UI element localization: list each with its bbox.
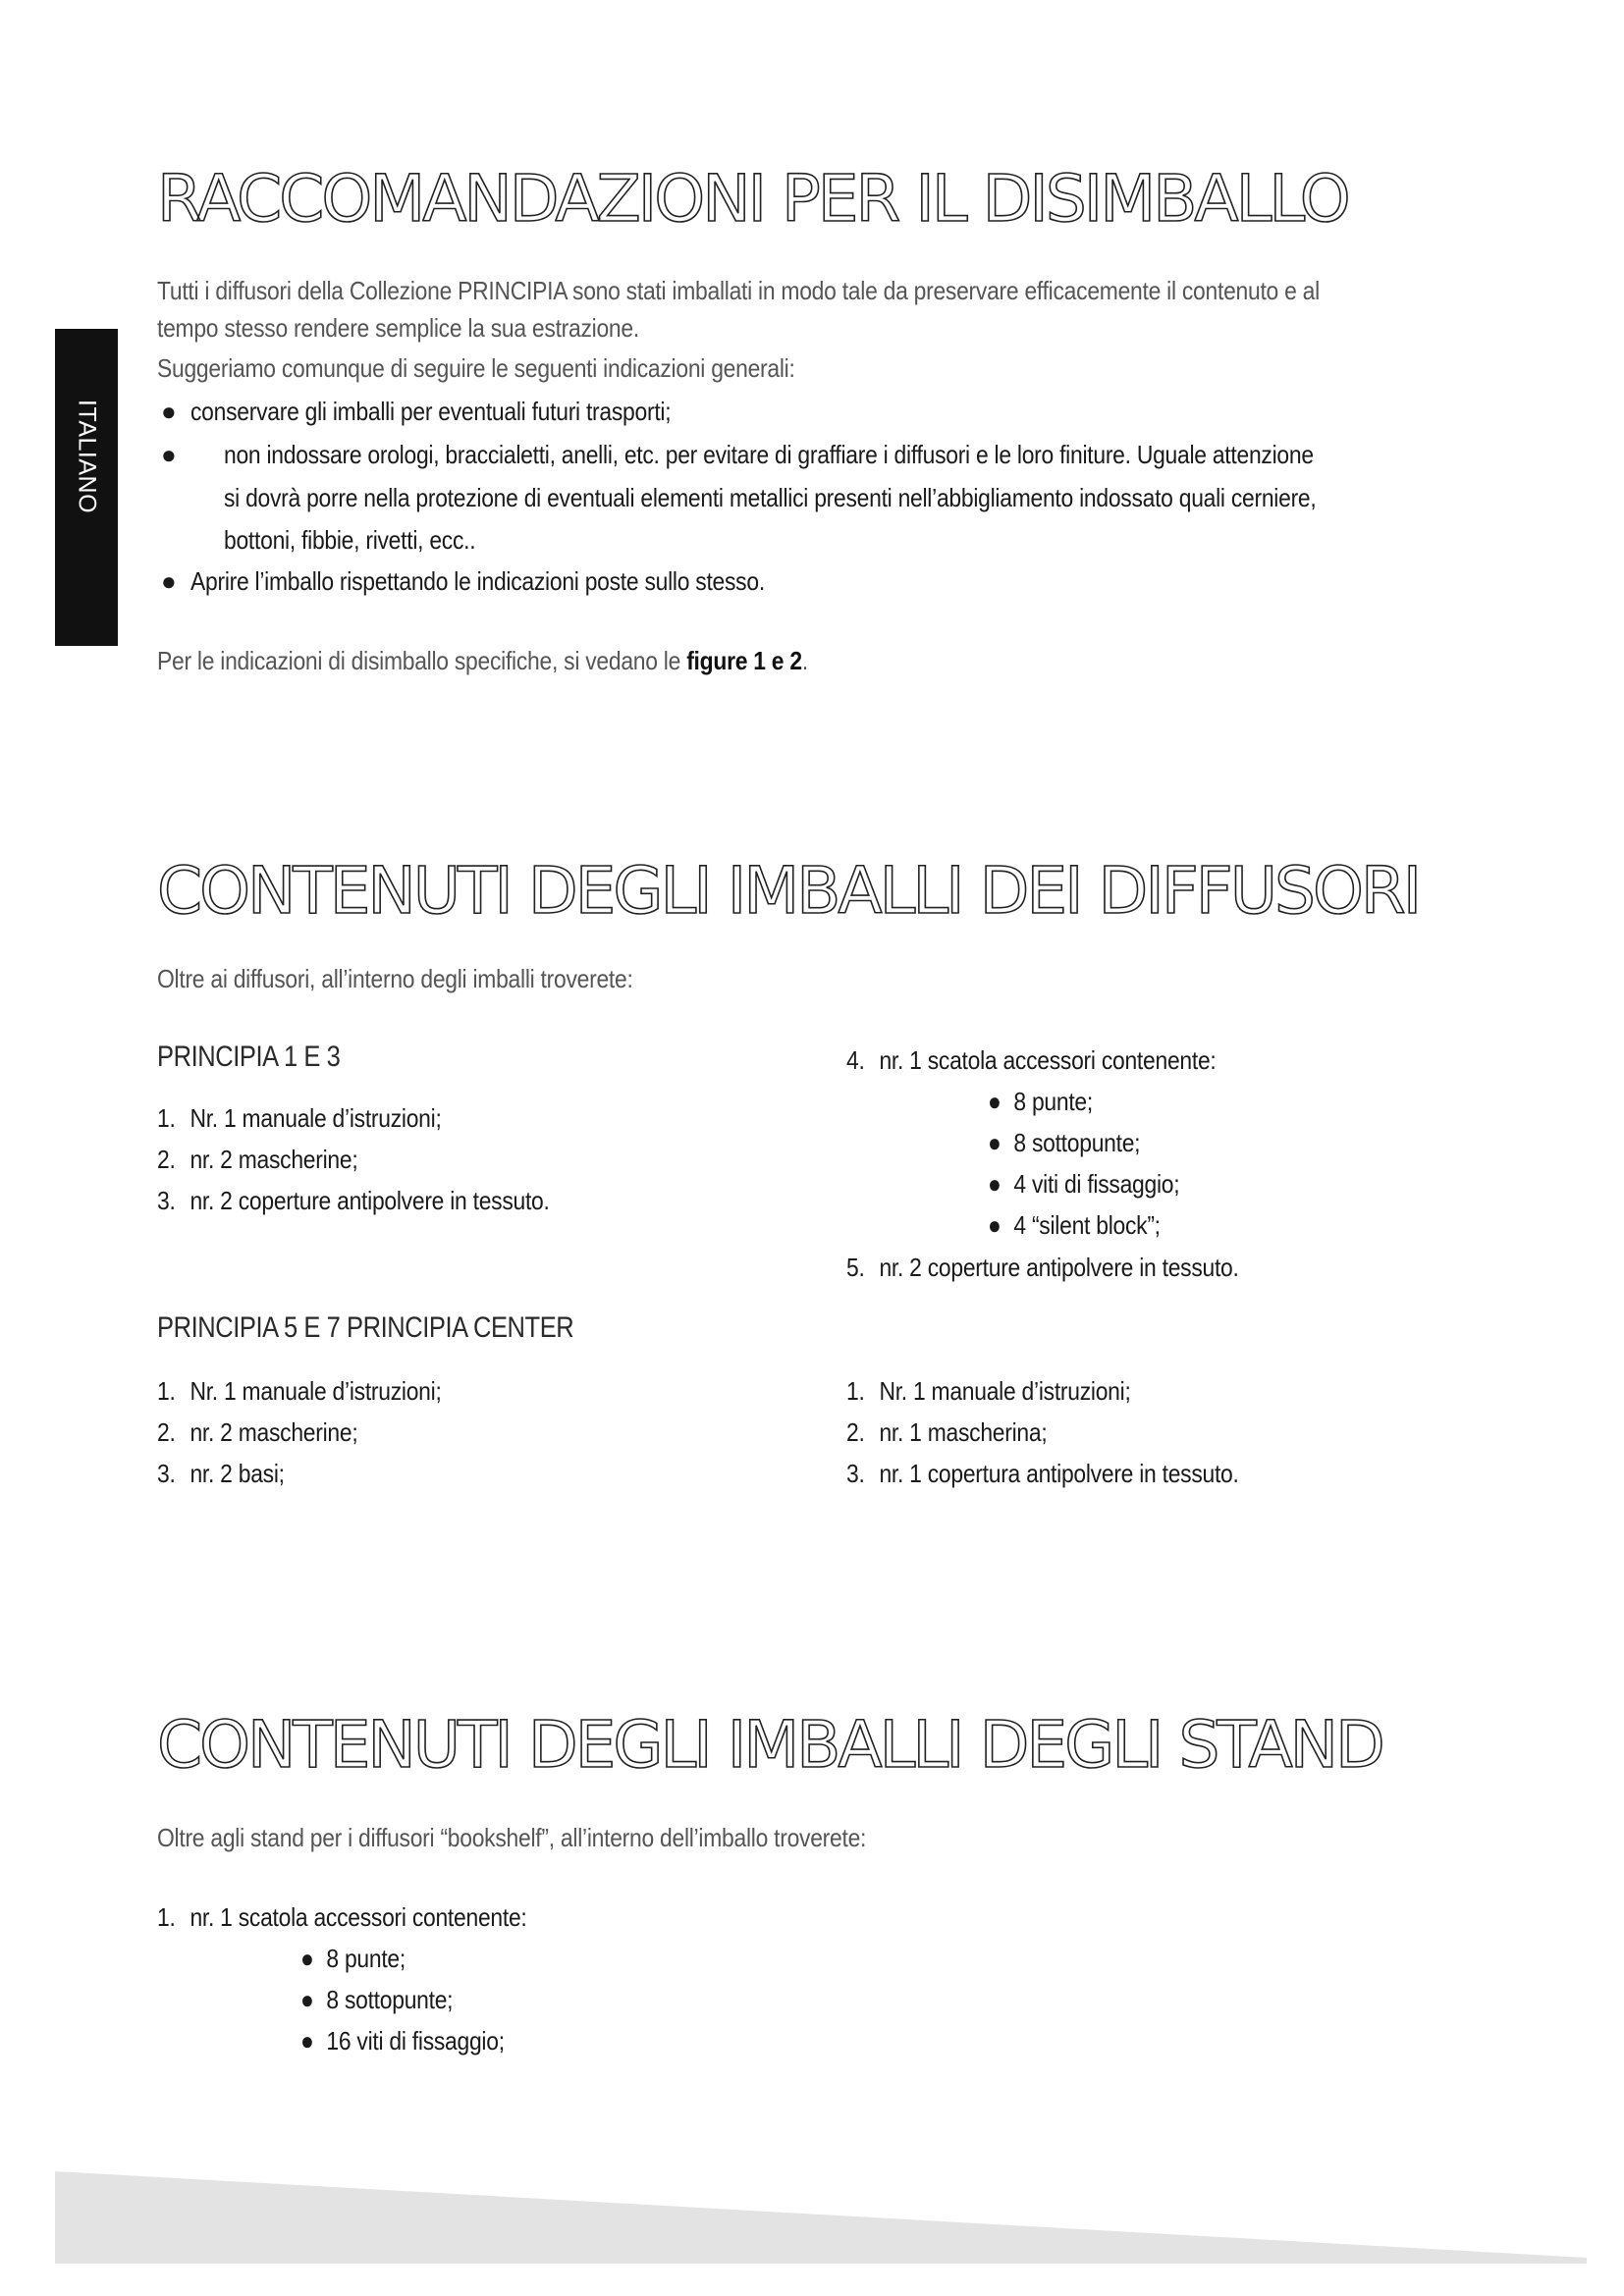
bullet-dot: ● xyxy=(161,566,177,596)
footer-band-shape xyxy=(55,2171,1587,2264)
intro-line-3: Suggeriamo comunque di seguire le seguenti indicazioni generali: xyxy=(157,353,795,383)
footer-band xyxy=(55,2171,1587,2264)
list-item: 1. nr. 1 scatola accessori contenente: xyxy=(157,1902,527,1932)
section-title-stand-contents: CONTENUTI DEGLI IMBALLI DEGLI STAND xyxy=(157,1707,1382,1783)
group-heading-principia-1-3: PRINCIPIA 1 E 3 xyxy=(157,1041,341,1073)
intro-line-1: Tutti i diffusori della Collezione PRINCIPIA sono stati imballati in modo tale da preservare efficacemente il contenuto e al xyxy=(157,276,1320,305)
bullet-item-continuation: si dovrà porre nella protezione di eventuali elementi metallici presenti nell’abbigliamento indossato quali cerniere, xyxy=(224,483,1317,512)
speaker-contents-intro: Oltre ai diffusori, all’interno degli imballi troverete: xyxy=(157,964,633,993)
intro-line-2: tempo stesso rendere semplice la sua estrazione. xyxy=(157,313,639,343)
list-item: 1. Nr. 1 manuale d’istruzioni; xyxy=(846,1376,1131,1406)
sub-list-item: ● 4 viti di fissaggio; xyxy=(988,1169,1180,1199)
note-suffix: . xyxy=(801,646,808,675)
sub-list-item: ● 16 viti di fissaggio; xyxy=(300,2026,505,2056)
bullet-item: Aprire l’imballo rispettando le indicazioni poste sullo stesso. xyxy=(190,566,765,596)
figure-link: figure 1 e 2 xyxy=(686,646,802,675)
list-item: 4. nr. 1 scatola accessori contenente: xyxy=(846,1045,1217,1075)
section-title-speaker-contents: CONTENUTI DEGLI IMBALLI DEI DIFFUSORI xyxy=(157,853,1420,929)
language-tab-label: ITALIANO xyxy=(73,399,101,514)
sub-list-item: ● 8 punte; xyxy=(988,1087,1093,1116)
list-item: 1. Nr. 1 manuale d’istruzioni; xyxy=(157,1376,442,1406)
bullet-item-continuation: bottoni, fibbie, rivetti, ecc.. xyxy=(224,525,476,555)
figure-reference-note xyxy=(157,644,808,677)
list-item: 3. nr. 1 copertura antipolvere in tessuto. xyxy=(846,1459,1239,1488)
bullet-item: non indossare orologi, braccialetti, anelli, etc. per evitare di graffiare i diffusori e le loro finiture. Uguale attenzione xyxy=(224,440,1314,469)
bullet-dot: ● xyxy=(161,440,177,469)
group-heading-principia-5-7-center: PRINCIPIA 5 E 7 PRINCIPIA CENTER xyxy=(157,1311,574,1344)
section-title-unpacking: RACCOMANDAZIONI PER IL DISIMBALLO xyxy=(157,161,1348,237)
sub-list-item: ● 8 sottopunte; xyxy=(988,1128,1141,1157)
list-item: 2. nr. 2 mascherine; xyxy=(157,1417,358,1447)
sub-list-item: ● 4 “silent block”; xyxy=(988,1210,1161,1240)
sub-list-item: ● 8 punte; xyxy=(300,1944,406,1973)
note-prefix: Per le indicazioni di disimballo specifiche, si vedano le xyxy=(157,646,687,675)
bullet-dot: ● xyxy=(161,397,177,426)
language-tab xyxy=(55,329,118,646)
list-item: 2. nr. 1 mascherina; xyxy=(846,1417,1048,1447)
list-item: 5. nr. 2 coperture antipolvere in tessuto. xyxy=(846,1253,1239,1282)
sub-list-item: ● 8 sottopunte; xyxy=(300,1985,454,2014)
list-item: 2. nr. 2 mascherine; xyxy=(157,1145,358,1174)
list-item: 3. nr. 2 coperture antipolvere in tessuto. xyxy=(157,1186,550,1215)
bullet-item: conservare gli imballi per eventuali futuri trasporti; xyxy=(190,397,672,426)
list-item: 3. nr. 2 basi; xyxy=(157,1459,285,1488)
stand-contents-intro: Oltre agli stand per i diffusori “bookshelf”, all’interno dell’imballo troverete: xyxy=(157,1823,867,1852)
list-item: 1. Nr. 1 manuale d’istruzioni; xyxy=(157,1103,442,1133)
